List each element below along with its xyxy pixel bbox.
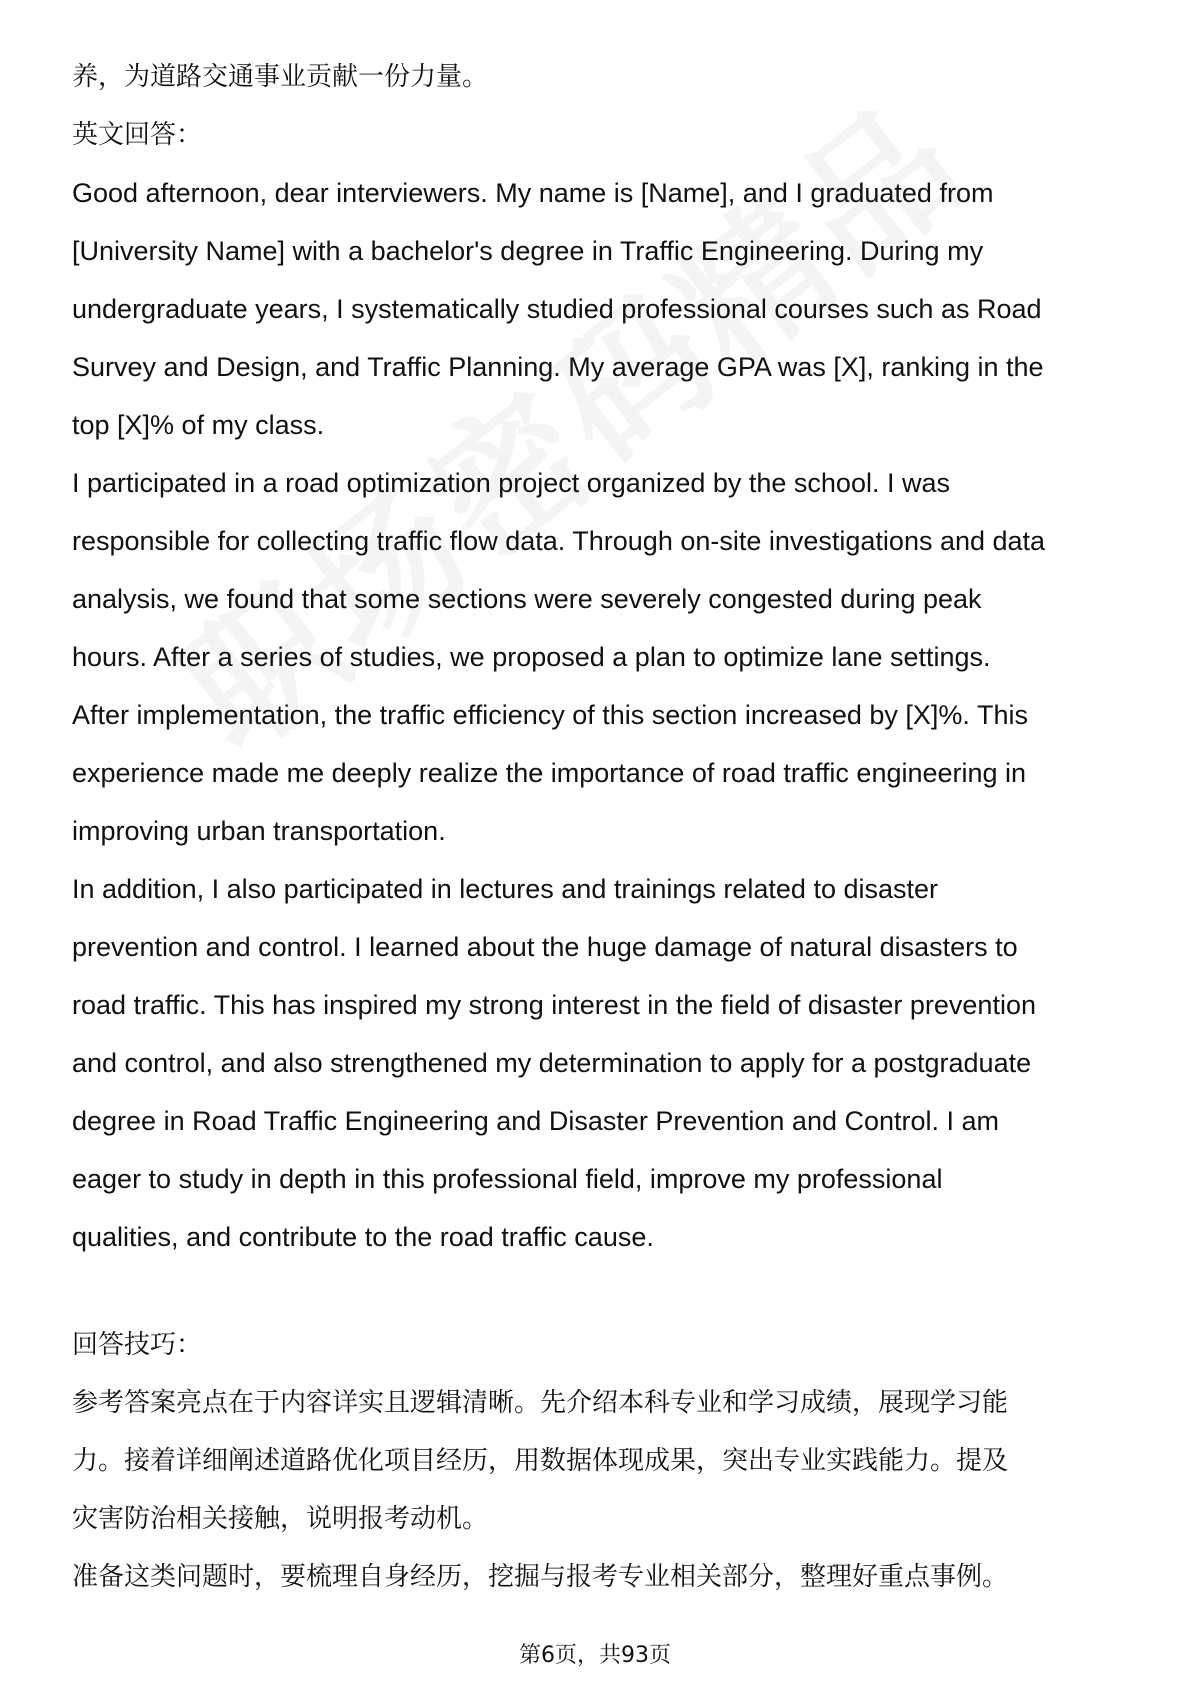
intro-tail-text: 养，为道路交通事业贡献一份力量。 <box>72 62 489 92</box>
tips-line: 力。接着详细阐述道路优化项目经历，用数据体现成果，突出专业实践能力。提及 <box>72 1446 1009 1476</box>
english-answer-line: Good afternoon, dear interviewers. My name is [Name], and I graduated from <box>72 178 994 208</box>
english-answer-line: After implementation, the traffic efficiency of this section increased by [X]%. This <box>72 700 1028 730</box>
english-answer-line: hours. After a series of studies, we proposed a plan to optimize lane settings. <box>72 642 991 672</box>
tips-line: 准备这类问题时，要梳理自身经历，挖掘与报考专业相关部分，整理好重点事例。 <box>72 1562 1009 1592</box>
section-spacer <box>72 1266 1132 1316</box>
tips-line: 参考答案亮点在于内容详实且逻辑清晰。先介绍本科专业和学习成绩，展现学习能 <box>72 1388 1009 1418</box>
english-answer-line: and control, and also strengthened my determination to apply for a postgraduate <box>72 1048 1032 1078</box>
english-answer-line: eager to study in depth in this professional field, improve my professional <box>72 1164 943 1194</box>
english-answer-line: undergraduate years, I systematically studied professional courses such as Road <box>72 294 1042 324</box>
tips-line: 灾害防治相关接触，说明报考动机。 <box>72 1504 489 1534</box>
page-footer: 第6页，共93页 <box>519 1643 671 1668</box>
page-content <box>72 48 1132 1606</box>
english-answer-line: road traffic. This has inspired my strong interest in the field of disaster prevention <box>72 990 1036 1020</box>
english-answer-line: [University Name] with a bachelor's degree in Traffic Engineering. During my <box>72 236 984 266</box>
english-answer-line: experience made me deeply realize the importance of road traffic engineering in <box>72 758 1027 788</box>
tips-heading: 回答技巧： <box>72 1330 203 1360</box>
english-answer-line: top [X]% of my class. <box>72 410 325 440</box>
english-answer-line: qualities, and contribute to the road traffic cause. <box>72 1222 654 1252</box>
english-answer-body <box>72 164 1132 1266</box>
tips-body <box>72 1374 1132 1606</box>
english-answer-line: In addition, I also participated in lectures and trainings related to disaster <box>72 874 939 904</box>
english-answer-line: Survey and Design, and Traffic Planning. My average GPA was [X], ranking in the <box>72 352 1044 382</box>
english-answer-line: analysis, we found that some sections were severely congested during peak <box>72 584 982 614</box>
english-answer-line: responsible for collecting traffic flow data. Through on-site investigations and data <box>72 526 1046 556</box>
english-answer-line: prevention and control. I learned about the huge damage of natural disasters to <box>72 932 1018 962</box>
english-answer-line: improving urban transportation. <box>72 816 446 846</box>
english-answer-line: degree in Road Traffic Engineering and Disaster Prevention and Control. I am <box>72 1106 1000 1136</box>
english-answer-line: I participated in a road optimization project organized by the school. I was <box>72 468 950 498</box>
english-answer-heading: 英文回答： <box>72 120 203 150</box>
